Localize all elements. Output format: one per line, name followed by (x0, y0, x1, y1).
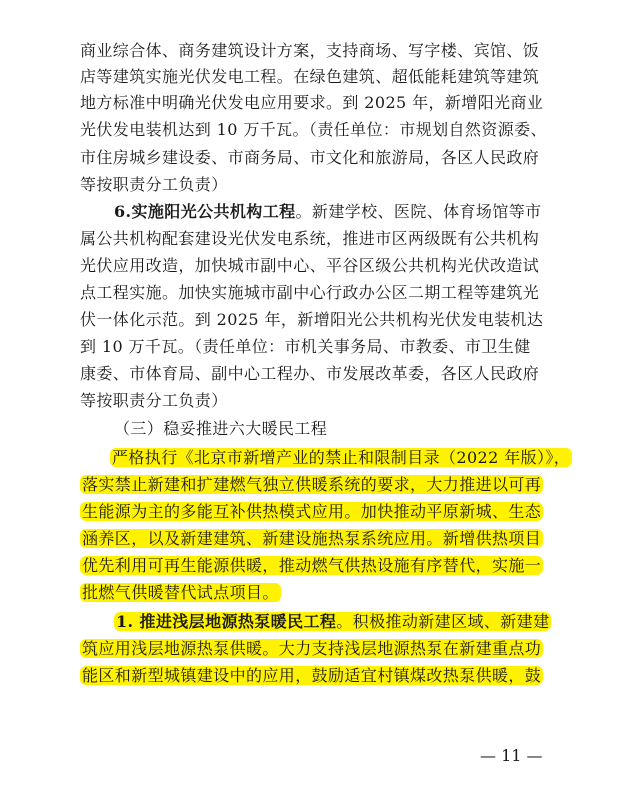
highlighted-line: 能区和新型城镇建设中的应用，鼓励适宜村镇煤改热泵供暖，鼓 (82, 666, 542, 685)
section-heading-1: 1. 推进浅层地源热泵暖民工程。积极推动新建区域、新建建 (116, 612, 550, 631)
highlighted-line: 涵养区，以及新建建筑、新建设施热泵系统应用。新增供热项目 (82, 529, 542, 548)
highlighted-line: 落实禁止新建和扩建燃气独立供暖系统的要求，大力推进以可再 (82, 475, 542, 494)
text-line: 点工程实施。加快实施城市副中心行政办公区二期工程等建筑光 (80, 283, 540, 302)
text-line: 属公共机构配套建设光伏发电系统，推进市区两级既有公共机构 (80, 229, 540, 248)
heading-text: 1. 推进浅层地源热泵暖民工程 (116, 612, 337, 631)
section-heading-3: （三）稳妥推进六大暖民工程 (114, 419, 328, 438)
highlighted-line: 优先利用可再生能源供暖，推动燃气供热设施有序替代，实施一 (82, 556, 542, 575)
page-number: — 11 — (480, 746, 543, 765)
highlighted-line: 生能源为主的多能互补供热模式应用。加快推动平原新城、生态 (82, 502, 542, 521)
text-line: 商业综合体、商务建筑设计方案，支持商场、写字楼、宾馆、饭 (80, 41, 540, 60)
text-line: 光伏发电装机达到 10 万千瓦。（责任单位：市规划自然资源委、 (80, 120, 547, 139)
text-line: 等按职责分工负责） (80, 391, 228, 410)
text-line: 等按职责分工负责） (80, 175, 228, 194)
highlighted-line: 批燃气供暖替代试点项目。 (82, 583, 279, 602)
text-line: 康委、市体育局、副中心工程办、市发展改革委，各区人民政府 (80, 364, 540, 383)
text-line: 店等建筑实施光伏发电工程。在绿色建筑、超低能耗建筑等建筑 (80, 67, 540, 86)
text-line: 伏一体化示范。到 2025 年，新增阳光公共机构光伏发电装机达 (80, 310, 544, 329)
text-line: 地方标准中明确光伏发电应用要求。到 2025 年，新增阳光商业 (80, 93, 544, 112)
text-line: 光伏应用改造，加快城市副中心、平谷区级公共机构光伏改造试 (80, 256, 540, 275)
highlighted-line: 严格执行《北京市新增产业的禁止和限制目录（2022 年版）》， (112, 448, 571, 467)
text-line: 市住房城乡建设委、市商务局、市文化和旅游局，各区人民政府 (80, 148, 540, 167)
text-line: 到 10 万千瓦。（责任单位：市机关事务局、市教委、市卫生健 (80, 337, 531, 356)
highlighted-line: 筑应用浅层地源热泵供暖。大力支持浅层地源热泵在新建重点功 (82, 639, 542, 658)
heading-text: 6.实施阳光公共机构工程 (114, 202, 296, 221)
section-heading-6: 6.实施阳光公共机构工程。新建学校、医院、体育场馆等市 (114, 202, 542, 221)
